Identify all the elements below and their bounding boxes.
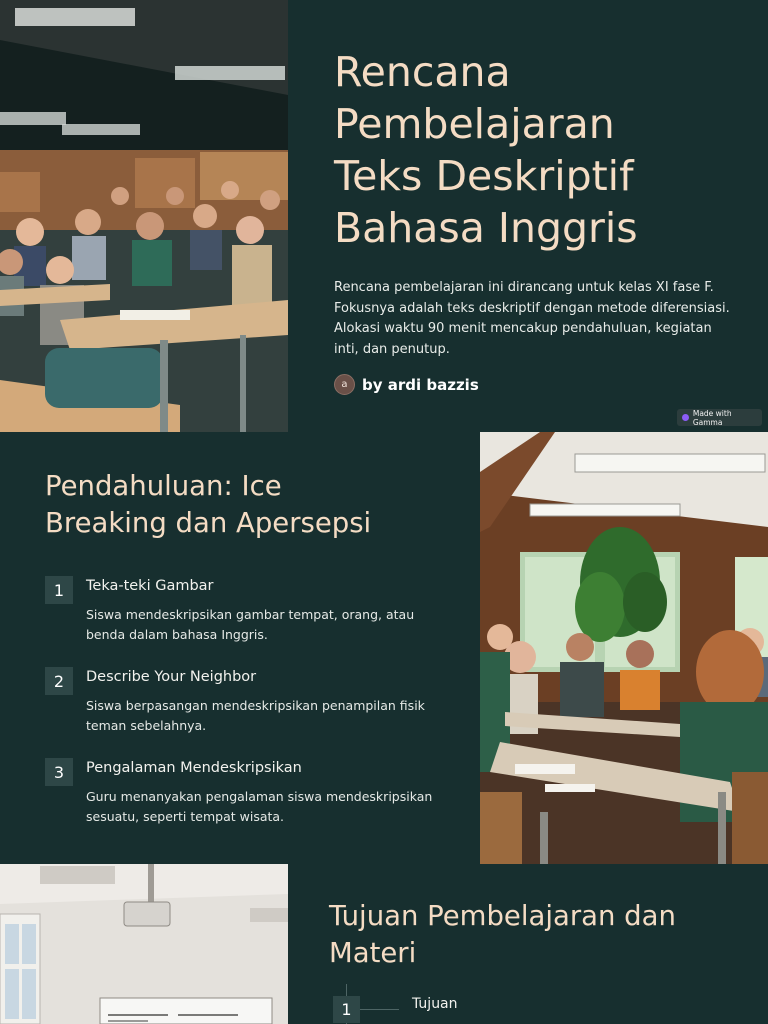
avatar: a bbox=[334, 374, 355, 395]
step-description: Guru menanyakan pengalaman siswa mendeskripsikan sesuatu, seperti tempat wisata. bbox=[86, 789, 433, 824]
author-name: by ardi bazzis bbox=[362, 375, 479, 394]
empty-classroom-photo bbox=[0, 864, 288, 1024]
title-line: Rencana bbox=[334, 48, 511, 96]
gamma-logo-icon bbox=[682, 414, 689, 421]
title-line: Tujuan Pembelajaran dan bbox=[329, 900, 676, 932]
step-title: Teka-teki Gambar bbox=[86, 578, 214, 594]
title-line: Pembelajaran bbox=[334, 100, 615, 148]
slide1-text bbox=[334, 46, 744, 395]
step-number: 1 bbox=[45, 576, 73, 604]
timeline-label: Tujuan bbox=[412, 996, 458, 1012]
classroom-discussion-photo bbox=[480, 432, 768, 864]
title-line: Materi bbox=[329, 937, 417, 969]
step-title: Pengalaman Mendeskripsikan bbox=[86, 760, 302, 776]
step-number: 2 bbox=[45, 667, 73, 695]
list-item bbox=[45, 576, 455, 645]
section-title-tujuan bbox=[329, 898, 749, 972]
section-title-pendahuluan bbox=[45, 468, 455, 542]
timeline-number: 1 bbox=[333, 996, 360, 1023]
list-item bbox=[45, 758, 455, 827]
title-line: Bahasa Inggris bbox=[334, 204, 638, 252]
step-description: Siswa mendeskripsikan gambar tempat, orang, atau benda dalam bahasa Inggris. bbox=[86, 607, 415, 642]
objectives-timeline bbox=[333, 984, 633, 1024]
badge-label: Made with Gamma bbox=[692, 408, 732, 427]
list-item bbox=[45, 667, 455, 736]
classroom-students-photo bbox=[0, 0, 288, 432]
step-number: 3 bbox=[45, 758, 73, 786]
intro-description: Rencana pembelajaran ini dirancang untuk kelas XI fase F. Fokusnya adalah teks deskriptif dengan metode diferensiasi. Alokasi waktu 90 menit mencakup pendahuluan, kegiatan inti, dan penutup. bbox=[334, 280, 730, 357]
made-with-gamma-badge[interactable] bbox=[677, 409, 762, 426]
author-byline bbox=[334, 374, 744, 395]
title-line: Teks Deskriptif bbox=[334, 152, 634, 200]
timeline-connector bbox=[359, 1009, 399, 1010]
slide3-text bbox=[329, 898, 749, 972]
main-title bbox=[334, 46, 744, 254]
activity-steps bbox=[45, 576, 455, 827]
title-line: Pendahuluan: Ice bbox=[45, 470, 282, 502]
step-description: Siswa berpasangan mendeskripsikan penampilan fisik teman sebelahnya. bbox=[86, 698, 425, 733]
slide2-text bbox=[45, 468, 455, 849]
title-line: Breaking dan Apersepsi bbox=[45, 507, 372, 539]
step-title: Describe Your Neighbor bbox=[86, 669, 257, 685]
